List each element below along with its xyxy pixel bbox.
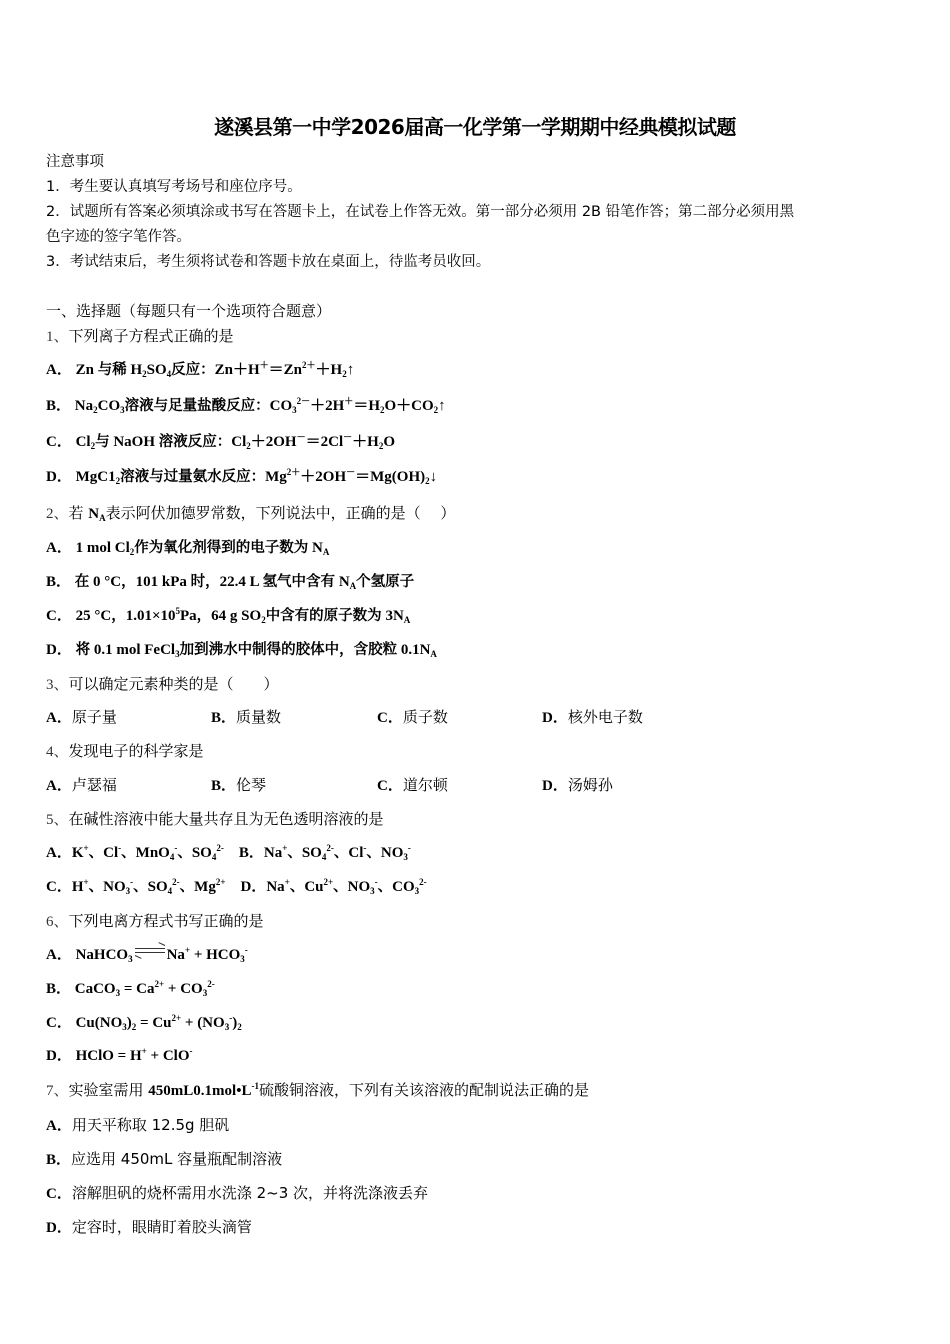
option-label: A． (46, 845, 72, 861)
q4-option-b (211, 775, 266, 796)
question-number: 3、 (46, 677, 69, 693)
exam-title: 遂溪县第一中学2026届高一化学第一学期期中经典模拟试题 (214, 115, 736, 139)
q3-option-a (46, 707, 117, 728)
question-number: 5、 (46, 812, 69, 828)
question-6 (46, 911, 264, 932)
q7-option-b (46, 1149, 282, 1170)
option-label: D． (46, 469, 72, 485)
q6-option-b (46, 979, 215, 999)
option-label: C． (377, 710, 403, 726)
question-number: 1、 (46, 329, 69, 345)
q4-option-a (46, 775, 117, 796)
question-2 (46, 503, 455, 524)
q1-option-b (46, 396, 446, 416)
q5-option-b: B．Na+、$SO_4^{2-}$、Cl-、$NO_3^-$ (238, 843, 411, 862)
option-text: 25 °C，$1.01\times 10^5Pa$，64 g $SO_2$中含有的原子数为 $3N_A$ (75, 606, 411, 625)
option-text: 用天平称取 12.5g 胆矾 (71, 1116, 230, 1134)
question-1 (46, 326, 234, 347)
option-text: $Cl_2$与 NaOH 溶液反应：$Cl_2+2OH^-=2Cl^-+H_2O$ (75, 432, 395, 451)
option-label: A． (46, 778, 72, 794)
option-text: $Cu(NO_3)_2 = Cu^{2+} + (NO_3^-)_2$ (75, 1013, 242, 1032)
option-label: A． (46, 362, 72, 378)
q7-option-a (46, 1115, 229, 1136)
note-item-2: 2．试题所有答案必须填涂或书写在答题卡上，在试卷上作答无效。第一部分必须用 2B 铅笔作答；第二部分必须用黑 (46, 204, 795, 220)
option-text: CaCO$_3$ = $Ca^{2+} + CO_3^{2-}$ (74, 979, 215, 998)
option-label: D． (46, 642, 72, 658)
q5-options-ab (46, 843, 411, 863)
option-text: Zn 与稀 $H_2SO_4$反应：$Zn+H^+=Zn^{2+}+H_2↑$ (75, 360, 355, 379)
option-text: 将 0.1 mol FeCl$_3$加到沸水中制得的胶体中，含胶粒 $0.1N_A$ (75, 642, 437, 659)
option-label: A． (46, 1118, 72, 1134)
q2-option-d (46, 640, 437, 660)
question-number: 2、 (46, 506, 69, 522)
equilibrium-arrow-icon (133, 945, 167, 957)
option-text: $Na_2CO_3$溶液与足量盐酸反应：$CO_3^{2-}+2H^+=H_2O+CO_2↑$ (74, 396, 446, 415)
q6-option-c (46, 1013, 242, 1033)
option-label: D． (46, 1220, 72, 1236)
question-5 (46, 809, 384, 830)
option-text: 溶解胆矾的烧杯需用水洗涤 2~3 次，并将洗涤液丢弃 (71, 1184, 429, 1202)
question-stem: 若 $N_A$表示阿伏加德罗常数，下列说法中，正确的是（ ） (68, 504, 456, 523)
q2-option-a (46, 538, 329, 558)
q5-options-cd (46, 877, 427, 897)
option-text: 质子数 (402, 708, 448, 726)
option-label: A． (46, 947, 72, 963)
option-label: A． (46, 540, 72, 556)
option-text: $MgC1_2$溶液与过量氨水反应：$Mg^{2+}+2OH^-=Mg(OH)_2↓$ (75, 467, 438, 486)
question-number: 7、 (46, 1083, 69, 1099)
option-text: 汤姆孙 (567, 776, 613, 794)
option-label: B． (46, 981, 72, 997)
option-label: A． (46, 710, 72, 726)
option-label: B． (211, 778, 237, 794)
option-label: C． (46, 1015, 72, 1031)
q7-option-c (46, 1183, 428, 1204)
question-4 (46, 741, 204, 762)
note-item-1: 1．考生要认真填写考场号和座位序号。 (46, 179, 302, 195)
q5-option-c: C．H+、$NO_3^-$、$SO_4^{2-}$、$Mg^{2+}$ (46, 877, 226, 896)
option-label: D． (542, 710, 568, 726)
question-stem: 下列电离方程式书写正确的是 (68, 912, 264, 930)
question-stem: 可以确定元素种类的是（ ） (68, 675, 279, 693)
option-text: 定容时，眼睛盯着胶头滴管 (71, 1218, 252, 1236)
option-text: 原子量 (71, 708, 117, 726)
option-label: B． (46, 1152, 72, 1168)
option-text: 伦琴 (236, 776, 267, 794)
section-heading: 一、选择题（每题只有一个选项符合题意） (46, 302, 332, 320)
q2-option-b (46, 572, 414, 592)
option-label: D． (240, 879, 267, 895)
question-stem: 下列离子方程式正确的是 (68, 327, 234, 345)
question-stem: 实验室需用 $450mL0.1mol•L^{-1}$硫酸铜溶液，下列有关该溶液的配制说法正确的是 (68, 1081, 589, 1099)
option-text: 卢瑟福 (71, 776, 117, 794)
option-label: C． (46, 1186, 72, 1202)
q4-option-d (542, 775, 613, 796)
note-item-3: 3．考试结束后，考生须将试卷和答题卡放在桌面上，待监考员收回。 (46, 254, 491, 270)
q7-option-d (46, 1217, 252, 1238)
q1-option-c (46, 432, 395, 452)
option-text: 1 mol $Cl_2$作为氧化剂得到的电子数为 $N_A$ (75, 540, 330, 557)
option-text: 在 0 °C，101 kPa 时，22.4 L 氢气中含有 $N_A$个氢原子 (74, 574, 415, 591)
q6-option-a (46, 945, 248, 965)
question-stem: 发现电子的科学家是 (68, 742, 204, 760)
option-label: D． (46, 1048, 72, 1064)
option-label: C． (377, 778, 403, 794)
option-label: C． (46, 434, 72, 450)
option-label: B． (211, 710, 237, 726)
q1-option-d (46, 467, 437, 487)
q6-option-d (46, 1046, 193, 1066)
option-text: HClO = H+ + ClO- (75, 1046, 193, 1064)
option-text: 应选用 450mL 容量瓶配制溶液 (71, 1150, 283, 1168)
option-label: B． (46, 574, 72, 590)
note-item-2-cont: 色字迹的签字笔作答。 (46, 229, 191, 245)
q5-option-d: D．Na+、$Cu^{2+}$、$NO_3^-$、$CO_3^{2-}$ (240, 877, 427, 896)
option-label: C． (46, 608, 72, 624)
q2-option-c (46, 606, 410, 626)
q3-option-c (377, 707, 448, 728)
q5-option-a: A．K+、Cl-、MnO$_4$-、$SO_4^{2-}$ (46, 843, 224, 862)
question-3 (46, 674, 279, 695)
option-label: B． (46, 398, 72, 414)
option-label: C． (46, 879, 72, 895)
option-text: NaHCO$_3$ $Na^+ + HCO_3^-$ (76, 947, 248, 963)
question-number: 6、 (46, 914, 69, 930)
question-stem: 在碱性溶液中能大量共存且为无色透明溶液的是 (68, 810, 384, 828)
option-label: D． (542, 778, 568, 794)
option-text: 质量数 (236, 708, 282, 726)
q3-option-d (542, 707, 643, 728)
q1-option-a (46, 360, 354, 380)
option-text: 道尔顿 (402, 776, 448, 794)
option-label: B． (238, 845, 264, 861)
option-text: 核外电子数 (567, 708, 643, 726)
q4-option-c (377, 775, 448, 796)
q3-option-b (211, 707, 281, 728)
notes-heading: 注意事项 (46, 154, 104, 170)
question-7 (46, 1080, 589, 1101)
question-number: 4、 (46, 744, 69, 760)
